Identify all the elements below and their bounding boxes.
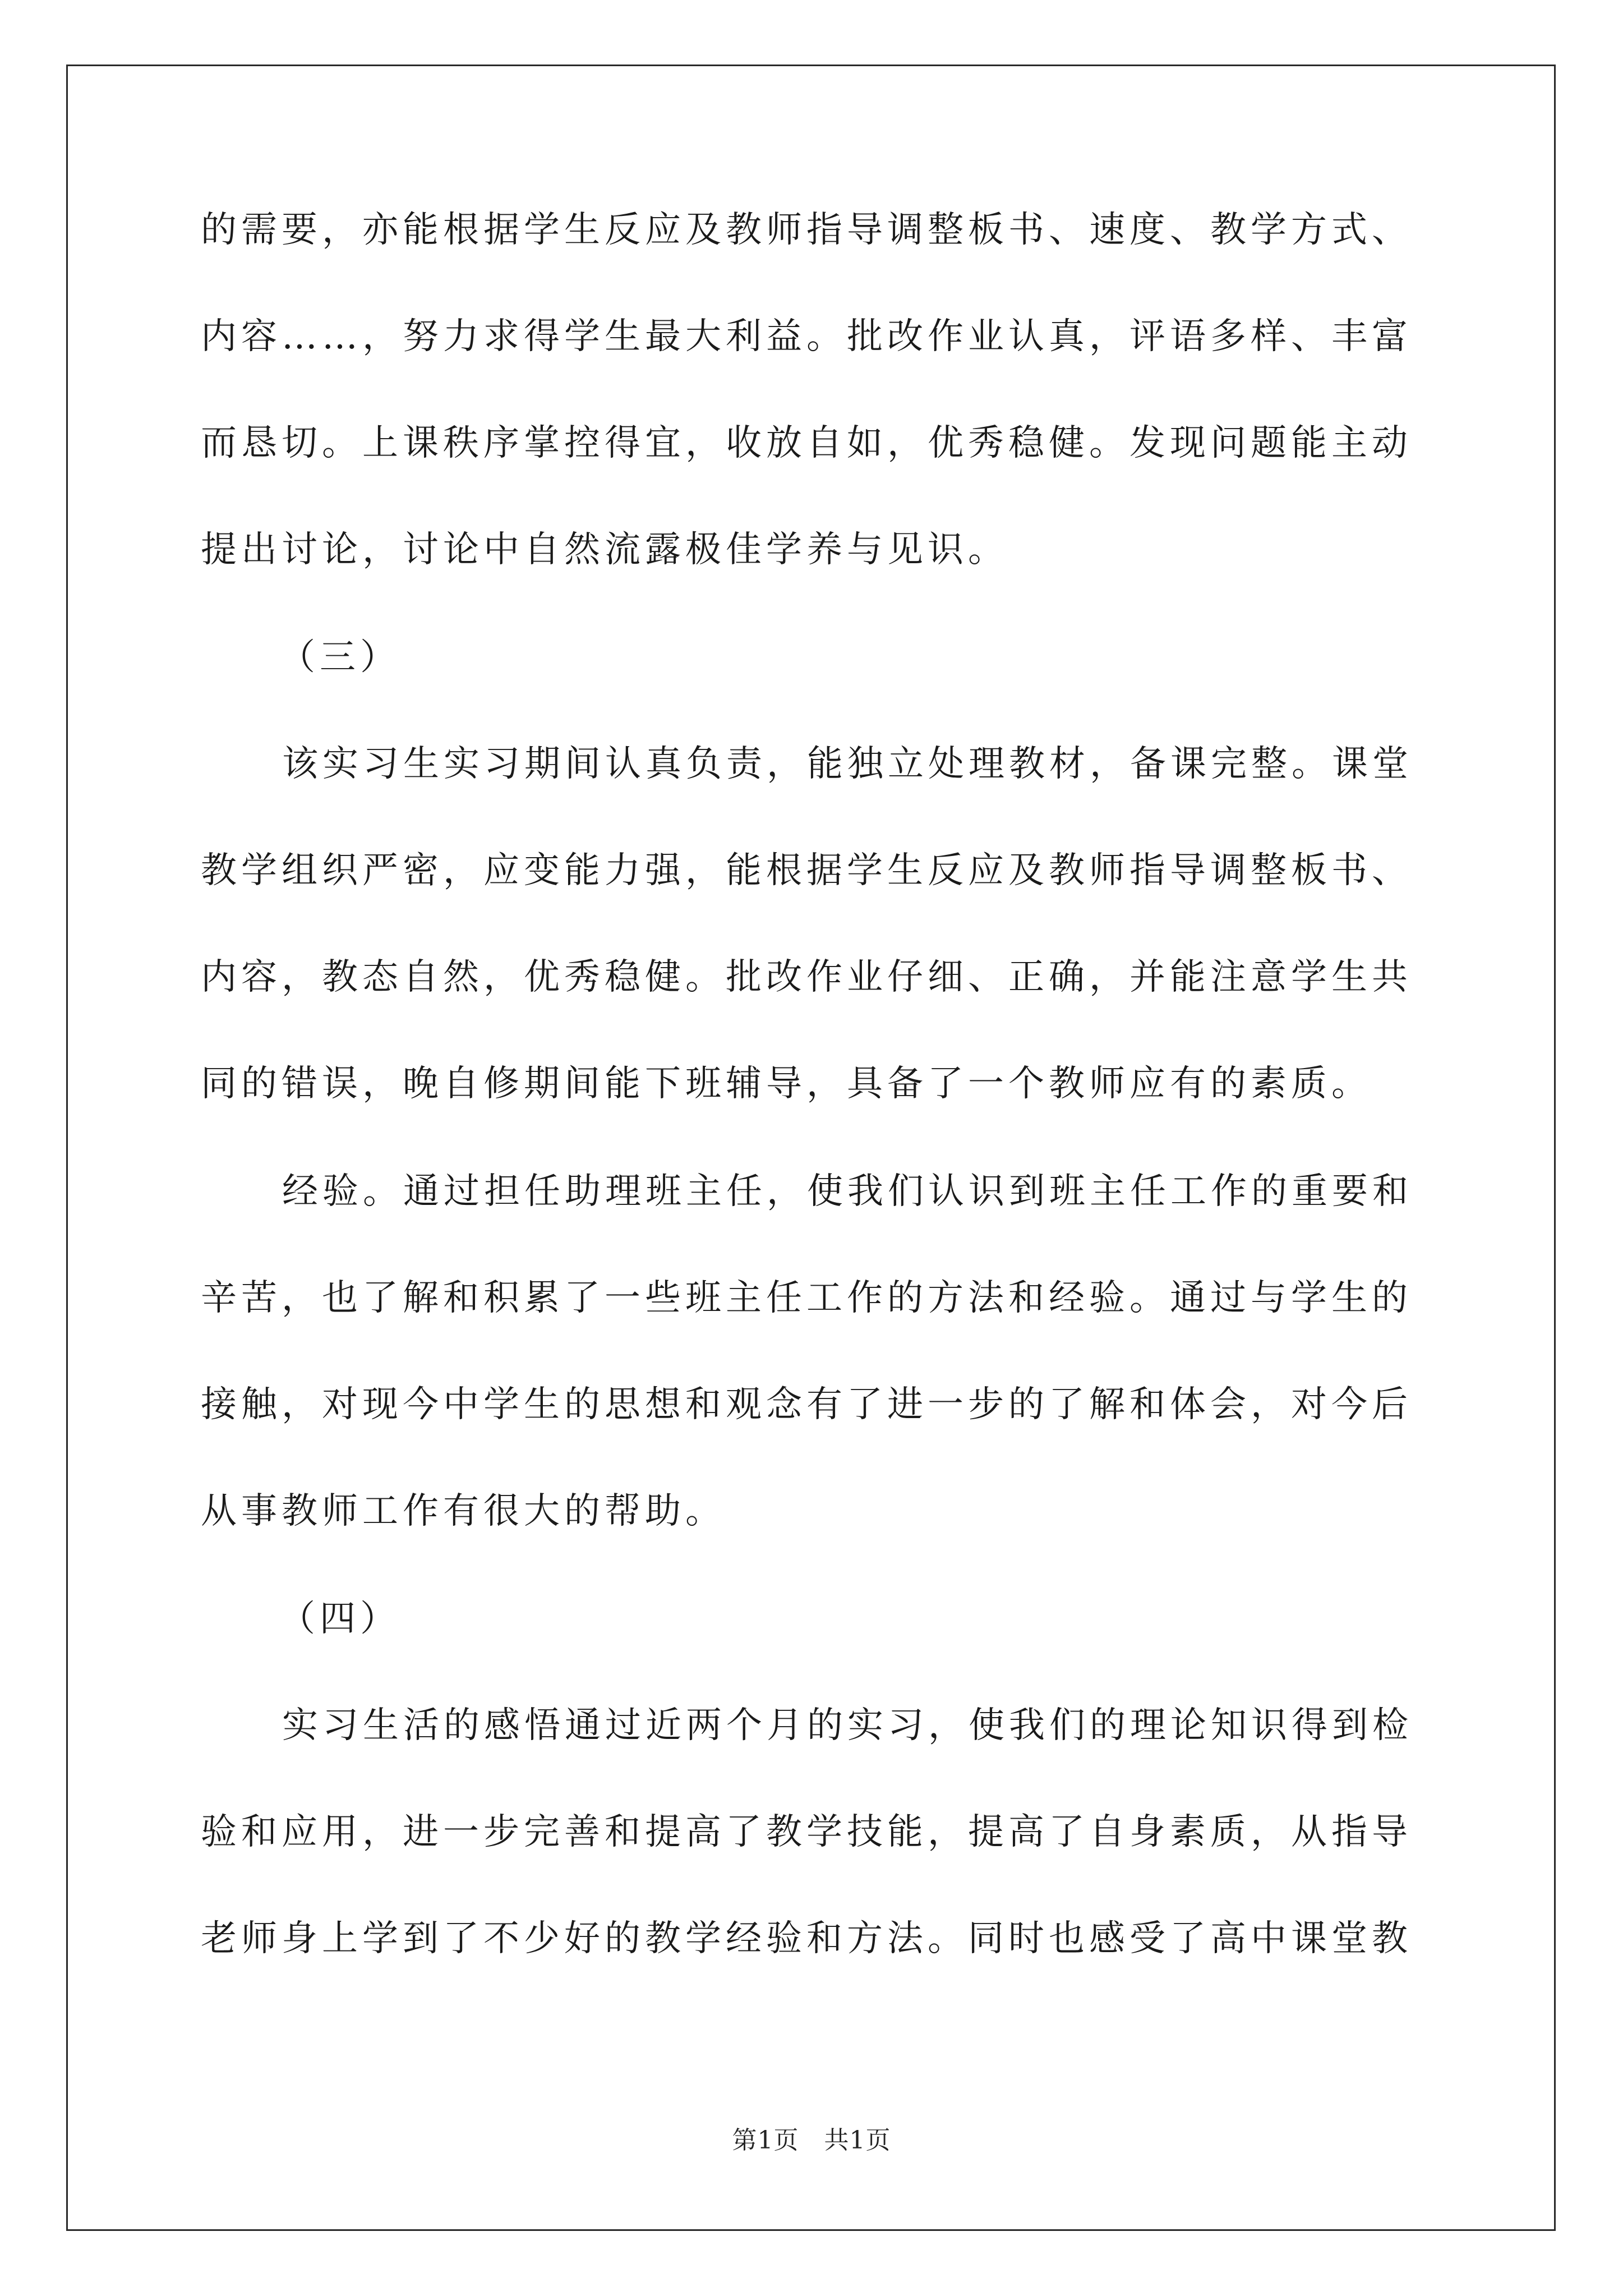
paragraph-first-line: 该实习生实习期间认真负责，能独立处理教材，备课完整。课堂 [282, 743, 1413, 785]
text-line: 同的错误，晚自修期间能下班辅导，具备了一个教师应有的素质。 [201, 1063, 1372, 1105]
page-frame [66, 65, 1556, 2231]
text-line: 内容，教态自然，优秀稳健。批改作业仔细、正确，并能注意学生共 [201, 956, 1412, 998]
page-number: 第1页 共1页 [732, 2126, 891, 2155]
text-line: 老师身上学到了不少好的教学经验和方法。同时也感受了高中课堂教 [201, 1918, 1412, 1959]
paragraph-first-line: 经验。通过担任助理班主任，使我们认识到班主任工作的重要和 [282, 1171, 1413, 1212]
text-line: 辛苦，也了解和积累了一些班主任工作的方法和经验。通过与学生的 [201, 1277, 1412, 1319]
text-line: 的需要，亦能根据学生反应及教师指导调整板书、速度、教学方式、 [201, 209, 1412, 251]
section-heading: （三） [279, 637, 400, 678]
text-line: 从事教师工作有很大的帮助。 [201, 1490, 726, 1532]
text-line: 接触，对现今中学生的思想和观念有了进一步的了解和体会，对今后 [201, 1384, 1412, 1425]
paragraph-first-line: 实习生活的感悟通过近两个月的实习，使我们的理论知识得到检 [282, 1705, 1413, 1746]
text-line: 提出讨论，讨论中自然流露极佳学养与见识。 [201, 529, 1008, 570]
text-line: 内容……，努力求得学生最大利益。批改作业认真，评语多样、丰富 [201, 316, 1412, 357]
text-line: 教学组织严密，应变能力强，能根据学生反应及教师指导调整板书、 [201, 850, 1412, 891]
text-line: 验和应用，进一步完善和提高了教学技能，提高了自身素质，从指导 [201, 1811, 1412, 1853]
text-line: 而恳切。上课秩序掌控得宜，收放自如，优秀稳健。发现问题能主动 [201, 422, 1412, 464]
section-heading: （四） [279, 1598, 400, 1640]
